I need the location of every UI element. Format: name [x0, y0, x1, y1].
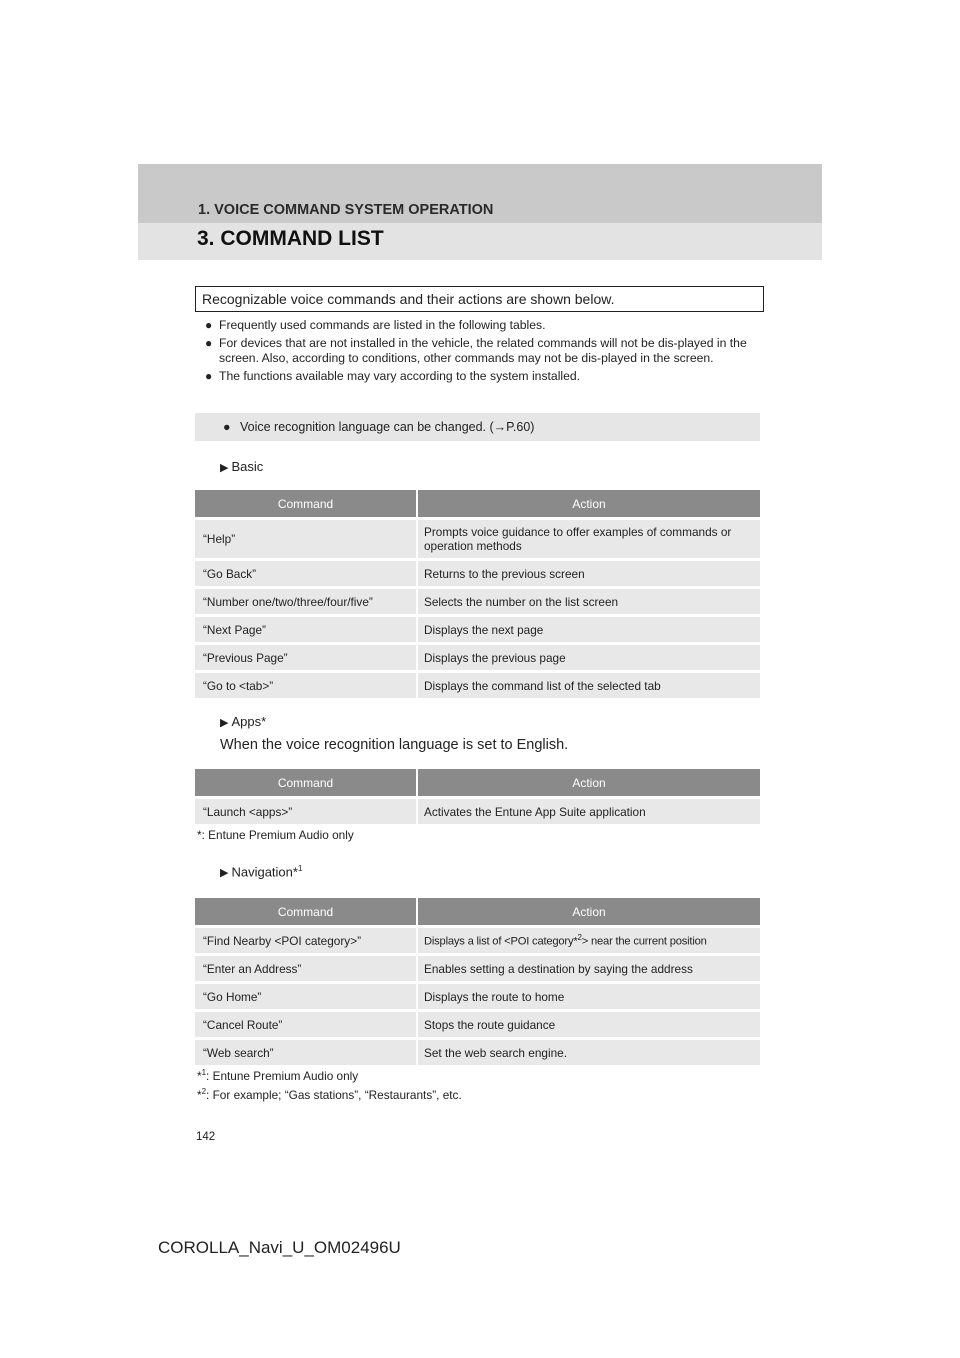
bullet-icon: ● [205, 368, 213, 383]
bullet-icon: ● [205, 335, 213, 350]
document-id: COROLLA_Navi_U_OM02496U [158, 1238, 401, 1257]
section-label: 1. VOICE COMMAND SYSTEM OPERATION [198, 202, 494, 218]
column-header-command: Command [195, 769, 418, 796]
footnote-2: *$^2$: For example; “Gas stations”, “Restaurants”, etc. [197, 1086, 462, 1102]
table-row: “Number one/two/three/four/five” Selects the number on the list screen [195, 589, 760, 614]
footnote-1: *$^1$: Entune Premium Audio only [197, 1068, 359, 1083]
column-header-action: Action [418, 769, 760, 796]
column-header-command: Command [195, 490, 418, 517]
page-title: 3. COMMAND LIST [197, 227, 384, 250]
triangle-right-icon: ▶ [220, 717, 229, 729]
page-number: 142 [196, 1131, 216, 1143]
table-row: “Go Home” Displays the route to home [195, 984, 760, 1009]
apps-heading: ▶ Apps* [220, 714, 267, 729]
navigation-footnotes [197, 1065, 462, 1103]
note-box [195, 413, 760, 441]
table-row: “Cancel Route” Stops the route guidance [195, 1012, 760, 1037]
basic-heading: ▶ Basic [220, 459, 264, 474]
column-header-command: Command [195, 898, 418, 925]
table-row: “Previous Page” Displays the previous page [195, 645, 760, 670]
note-text: Voice recognition language can be changed. (→P.60) [240, 420, 535, 434]
triangle-right-icon: ▶ [220, 462, 229, 474]
table-row: “Web search” Set the web search engine. [195, 1040, 760, 1065]
table-row: “Find Nearby <POI category>” Displays a list of <POI category*$^2$> near the current position [195, 928, 760, 953]
apps-footnote: *: Entune Premium Audio only [197, 828, 354, 842]
bullet-icon: ● [205, 318, 213, 332]
column-header-action: Action [418, 898, 760, 925]
chapter-header [138, 164, 822, 260]
list-item: ● Frequently used commands are listed in the following tables. [205, 318, 546, 332]
column-header-action: Action [418, 490, 760, 517]
basic-command-table [195, 487, 760, 701]
table-row: “Help” Prompts voice guidance to offer examples of commands or operation methods [195, 520, 760, 558]
table-row: “Go Back” Returns to the previous screen [195, 561, 760, 586]
list-item: ● For devices that are not installed in the vehicle, the related commands will not be dis-played in the screen. Also, according to conditions, other commands may not be dis-played in the screen. [205, 335, 747, 365]
table-row: “Go to <tab>” Displays the command list of the selected tab [195, 673, 760, 698]
apps-command-table [195, 766, 760, 827]
intro-box: Recognizable voice commands and their actions are shown below. [195, 286, 764, 312]
list-item: ● The functions available may vary according to the system installed. [205, 368, 581, 383]
navigation-command-table [195, 895, 760, 1068]
navigation-heading: ▶ Navigation*$^1$ [220, 864, 303, 880]
table-row: “Enter an Address” Enables setting a destination by saying the address [195, 956, 760, 981]
bullet-icon: ● [223, 420, 231, 434]
table-row: “Next Page” Displays the next page [195, 617, 760, 642]
table-row: “Launch <apps>” Activates the Entune App Suite application [195, 799, 760, 824]
triangle-right-icon: ▶ [220, 867, 229, 880]
bullet-list [205, 318, 765, 386]
apps-condition-text: When the voice recognition language is set to English. [220, 737, 569, 753]
